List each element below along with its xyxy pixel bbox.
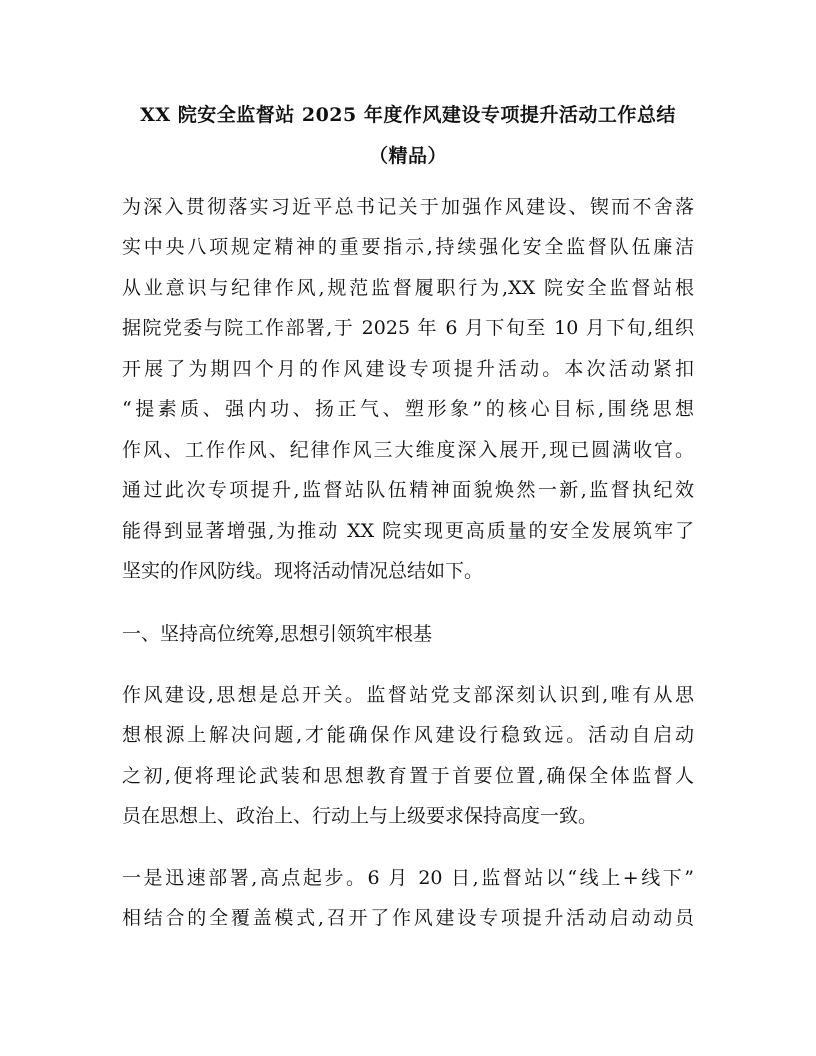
- paragraph-1-line: 据院党委与院工作部署,于 2025 年 6 月下旬至 10 月下旬,组织: [122, 317, 694, 339]
- paragraph-2-line: 之初,便将理论武装和思想教育置于首要位置,确保全体监督人: [122, 765, 694, 787]
- document-subtitle: （精品）: [368, 145, 447, 167]
- paragraph-2-line: 想根源上解决问题,才能确保作风建设行稳致远。活动自启动: [122, 724, 694, 746]
- paragraph-1-line: 从业意识与纪律作风,规范监督履职行为,XX 院安全监督站根: [122, 277, 694, 299]
- paragraph-1-line: 作风、工作作风、纪律作风三大维度深入展开,现已圆满收官。: [122, 439, 694, 461]
- paragraph-1-line: 为深入贯彻落实习近平总书记关于加强作风建设、锲而不舍落: [122, 196, 694, 218]
- document-title: XX 院安全监督站 2025 年度作风建设专项提升活动工作总结: [140, 104, 676, 126]
- paragraph-3-line: 相结合的全覆盖模式,召开了作风建设专项提升活动启动动员: [122, 907, 694, 929]
- paragraph-1-line: “提素质、强内功、扬正气、塑形象”的核心目标,围绕思想: [122, 398, 694, 420]
- paragraph-1-line: 开展了为期四个月的作风建设专项提升活动。本次活动紧扣: [122, 358, 694, 380]
- paragraph-1-line: 通过此次专项提升,监督站队伍精神面貌焕然一新,监督执纪效: [122, 479, 694, 501]
- paragraph-2-line: 员在思想上、政治上、行动上与上级要求保持高度一致。: [122, 805, 598, 827]
- paragraph-3-line: 一是迅速部署,高点起步。6 月 20 日,监督站以“线上+线下”: [122, 867, 694, 889]
- paragraph-1-line: 能得到显著增强,为推动 XX 院实现更高质量的安全发展筑牢了: [122, 520, 694, 542]
- paragraph-2-line: 作风建设,思想是总开关。监督站党支部深刻认识到,唯有从思: [122, 684, 694, 706]
- section-heading: 一、坚持高位统筹,思想引领筑牢根基: [122, 623, 433, 645]
- paragraph-1-line: 坚实的作风防线。现将活动情况总结如下。: [122, 560, 484, 582]
- paragraph-1-line: 实中央八项规定精神的重要指示,持续强化安全监督队伍廉洁: [122, 236, 694, 258]
